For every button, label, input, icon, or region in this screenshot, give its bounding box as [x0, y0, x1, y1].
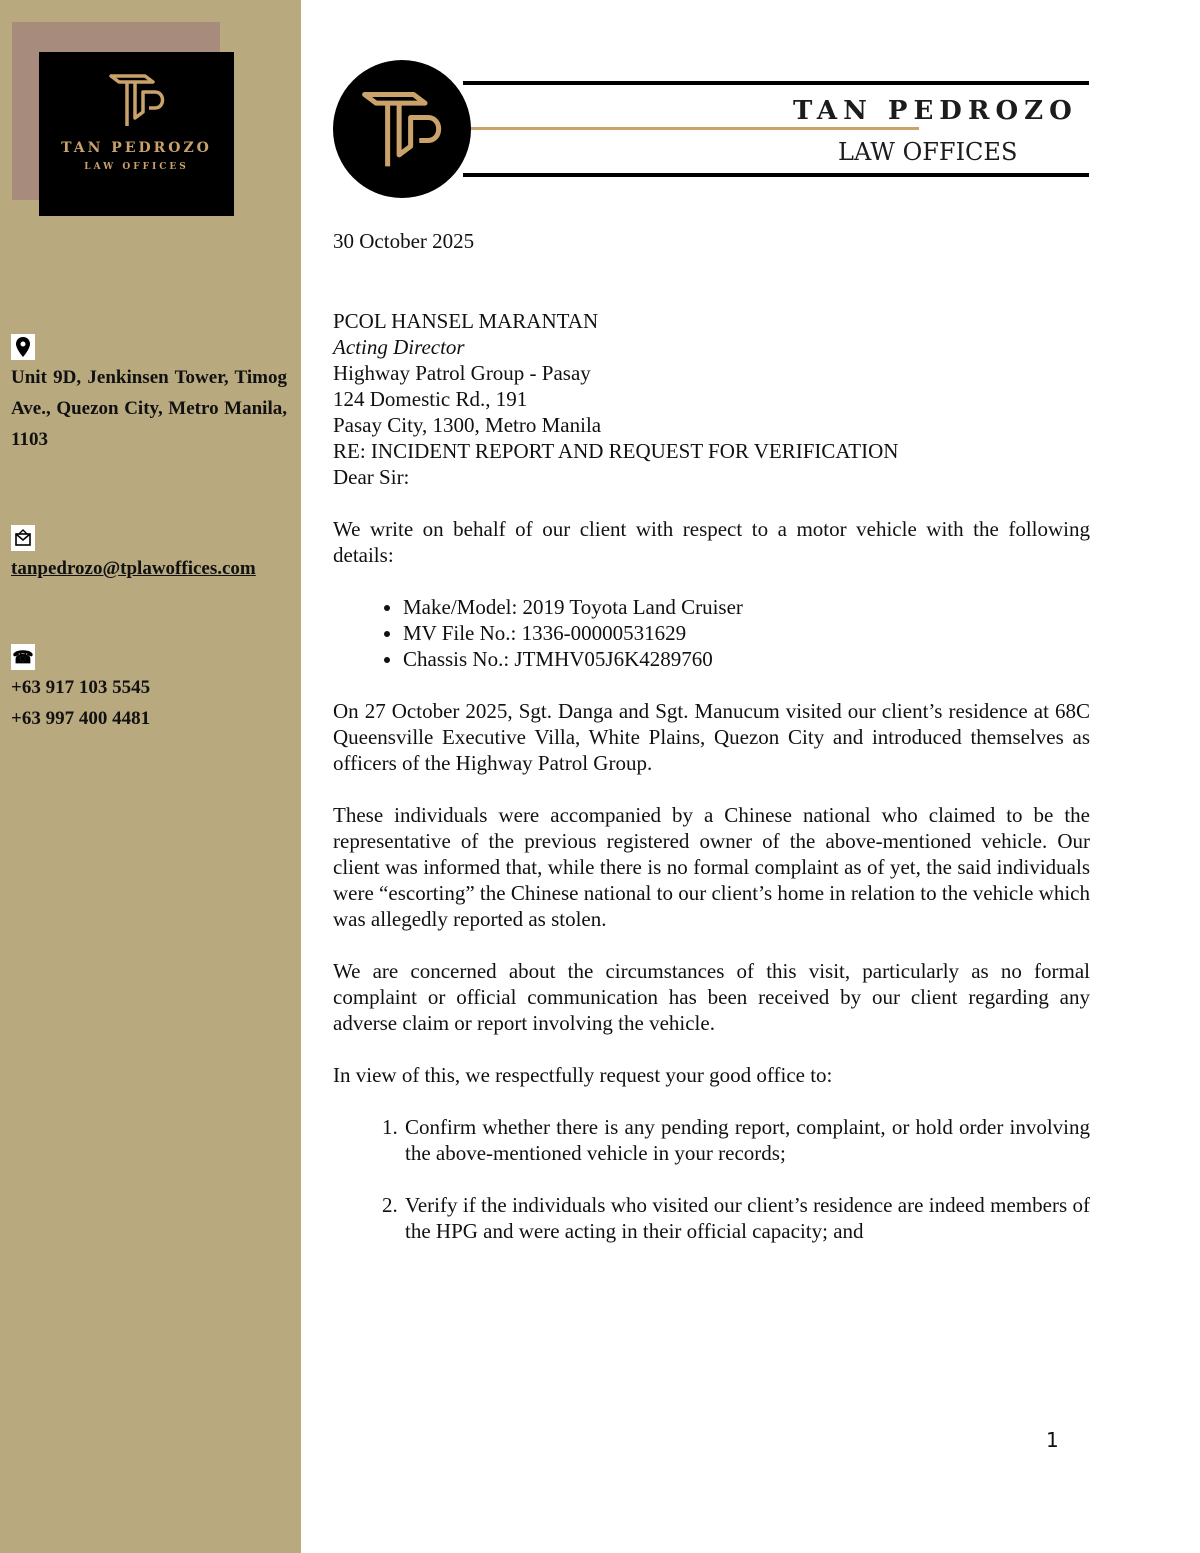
list-item: • Make/Model: 2019 Toyota Land Cruiser	[403, 594, 1090, 620]
letter-paragraph-2: These individuals were accompanied by a Chinese national who claimed to be the representative of the previous registered owner of the above-mentioned vehicle. Our client was informed that, while there is no formal complaint as of yet, the said individuals were “escorting” the Chinese national to our client’s home in relation to the vehicle which was allegedly reported as stolen.	[333, 803, 1090, 931]
phone-number-1[interactable]: +63 917 103 5545	[11, 677, 151, 698]
recipient-address-2: Pasay City, 1300, Metro Manila	[333, 413, 602, 437]
map-pin-icon	[11, 334, 35, 360]
letter-salutation: Dear Sir:	[333, 465, 410, 489]
page-number: 1	[1046, 1428, 1059, 1452]
letterhead	[333, 60, 1089, 204]
phone-icon: ☎	[11, 644, 35, 670]
phone-number-2[interactable]: +63 997 400 4481	[11, 708, 151, 729]
recipient-block	[333, 308, 1090, 438]
list-item: • Chassis No.: JTMHV05J6K4289760	[403, 646, 1090, 672]
header-rule-top	[463, 81, 1089, 85]
letter-paragraph-3: We are concerned about the circumstances of this visit, particularly as no formal complaint or official communication has been received by our client regarding any adverse claim or report involving the vehicle.	[333, 959, 1090, 1035]
vehicle-details-list	[333, 594, 1090, 672]
sidebar	[0, 0, 301, 1553]
envelope-icon	[11, 525, 35, 551]
header-emblem	[333, 60, 471, 198]
recipient-address-1: 124 Domestic Rd., 191	[333, 387, 528, 411]
sidebar-logo	[12, 22, 242, 222]
letter-paragraph-4: In view of this, we respectfully request your good office to:	[333, 1063, 833, 1087]
logo-firm-subtitle: LAW OFFICES	[84, 162, 189, 172]
contact-address	[11, 334, 287, 455]
header-rule-gold	[471, 127, 919, 130]
header-rule-bottom	[463, 173, 1089, 177]
recipient-name: PCOL HANSEL MARANTAN	[333, 309, 599, 333]
tp-monogram-icon	[356, 79, 448, 179]
letter-date: 30 October 2025	[333, 229, 475, 253]
recipient-title: Acting Director	[333, 335, 465, 359]
letter-paragraph-1: On 27 October 2025, Sgt. Danga and Sgt. Manucum visited our client’s residence at 68C Queensville Executive Villa, White Plains, Quezon City and introduced themselves as officers of the Highway Patrol Group.	[333, 699, 1090, 775]
email-link[interactable]: tanpedrozo@tplawoffices.com	[11, 558, 256, 579]
list-item: • MV File No.: 1336-00000531629	[403, 620, 1090, 646]
recipient-office: Highway Patrol Group - Pasay	[333, 361, 591, 385]
logo-firm-name: TAN PEDROZO	[61, 140, 212, 156]
letter-intro: We write on behalf of our client with respect to a motor vehicle with the following details:	[333, 517, 1090, 567]
letter-subject: RE: INCIDENT REPORT AND REQUEST FOR VERIFICATION	[333, 439, 899, 463]
contact-email	[11, 525, 256, 584]
requests-list	[333, 1114, 1090, 1244]
list-item: 2. Verify if the individuals who visited our client’s residence are indeed members of the HPG and were acting in their official capacity; and	[403, 1192, 1090, 1244]
header-firm-subtitle: LAW OFFICES	[838, 138, 1018, 166]
letter-body	[333, 228, 1090, 1244]
header-firm-name: TAN PEDROZO	[793, 96, 1078, 126]
list-item: 1. Confirm whether there is any pending report, complaint, or hold order involving the above-mentioned vehicle in your records;	[403, 1114, 1090, 1166]
tp-monogram-icon	[105, 68, 169, 132]
address-text: Unit 9D, Jenkinsen Tower, Timog Ave., Quezon City, Metro Manila, 1103	[11, 367, 287, 450]
contact-phones	[11, 644, 150, 734]
logo-box	[39, 52, 234, 216]
